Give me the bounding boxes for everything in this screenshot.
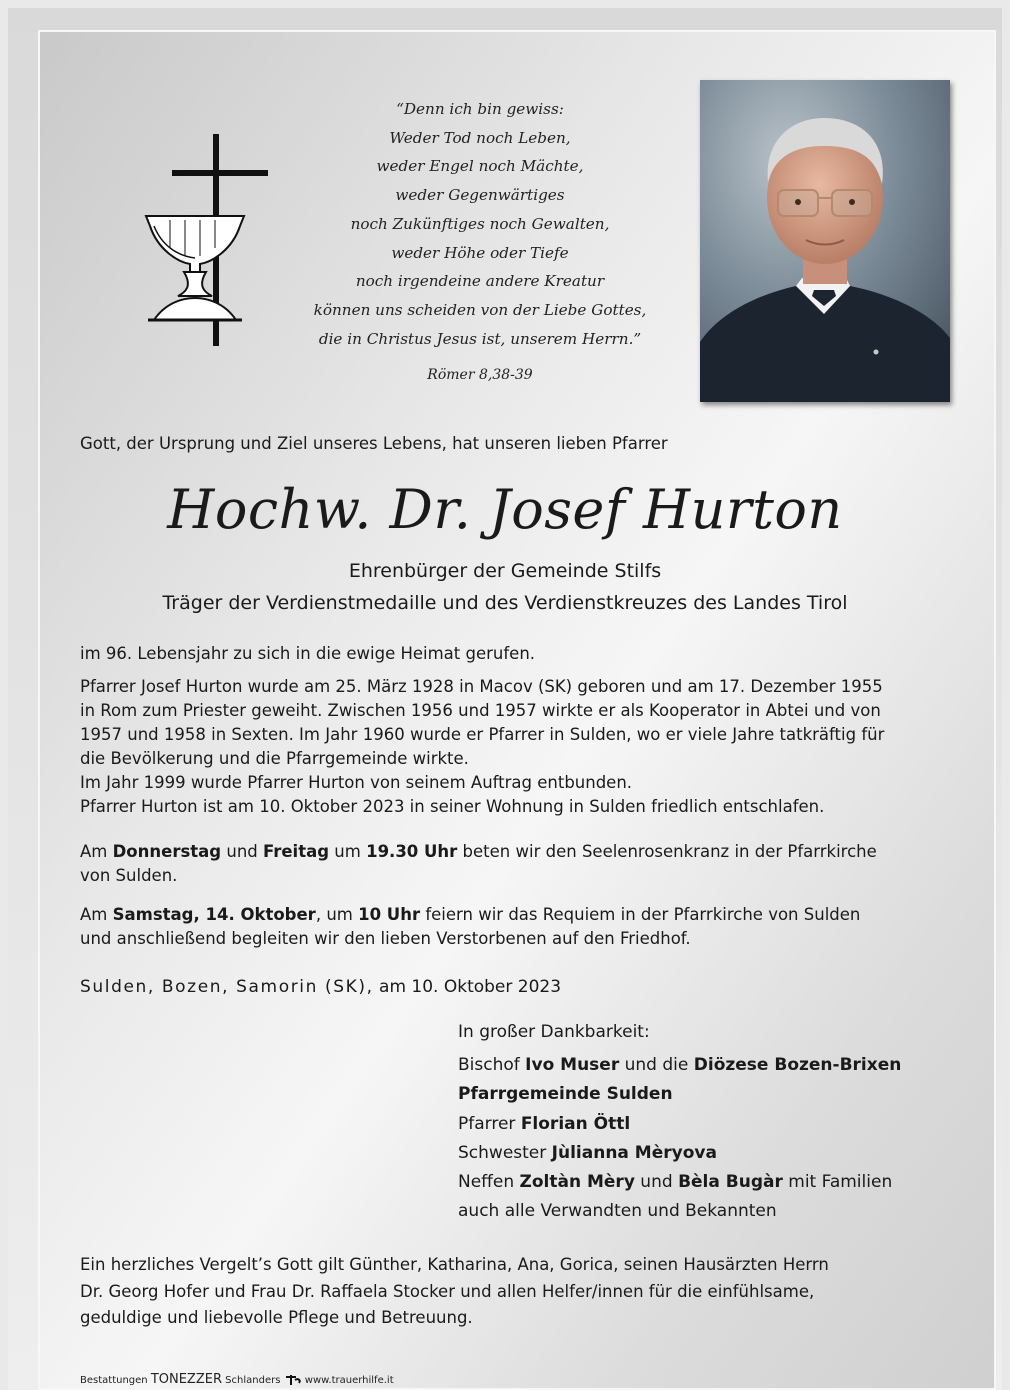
honor-line: Träger der Verdienstmedaille und des Verdienstkreuzes des Landes Tirol [162, 592, 848, 614]
text: Neffen [458, 1172, 520, 1193]
day-label: Donnerstag [112, 842, 222, 861]
biography-line: Pfarrer Hurton ist am 10. Oktober 2023 in seiner Wohnung in Sulden friedlich entschlafen. [80, 797, 825, 816]
text: und [634, 1172, 679, 1193]
mourner-line [458, 1110, 901, 1139]
quote-line: können uns scheiden von der Liebe Gottes, [313, 300, 647, 319]
place-date [80, 975, 561, 999]
mourner-line [458, 1168, 901, 1197]
closing-line: Dr. Georg Hofer und Frau Dr. Raffaela Stocker und allen Helfer/innen für die einfühlsame, [80, 1281, 815, 1301]
text: Schwester [458, 1142, 552, 1163]
text: Am [80, 905, 113, 924]
mourner-name: Ivo Muser [525, 1055, 620, 1076]
rosary-line: von Sulden. [80, 866, 178, 885]
quote-line: noch Zukünftiges noch Gewalten, [350, 214, 610, 233]
text: Am [80, 842, 113, 861]
text: beten wir den Seelenrosenkranz in der Pfarrkirche [457, 842, 877, 861]
mourners-list [458, 1018, 901, 1226]
quote-reference: Römer 8,38-39 [427, 367, 533, 384]
mourner-line: auch alle Verwandten und Bekannten [458, 1201, 777, 1222]
honor-line: Ehrenbürger der Gemeinde Stilfs [348, 560, 662, 582]
quote-line: weder Gegenwärtiges [395, 186, 565, 205]
mourner-name: Florian Öttl [520, 1113, 631, 1134]
mourner-line [458, 1139, 901, 1168]
mourner-name: Jùlianna Mèryova [551, 1142, 717, 1163]
requiem-line [80, 903, 960, 927]
biography-line: Pfarrer Josef Hurton wurde am 25. März 1928 in Macov (SK) geboren und am 17. Dezember 1955 [80, 677, 883, 696]
place-text: Sulden, Bozen, Samorin (SK), [80, 977, 374, 997]
mourner-name: Zoltàn Mèry [519, 1172, 635, 1193]
requiem-notice [80, 903, 960, 951]
date-text: am 10. Oktober 2023 [373, 977, 562, 997]
date-label: Samstag, 14. Oktober [112, 905, 316, 924]
text: Bischof [458, 1055, 526, 1076]
mourner-name: Diözese Bozen-Brixen [693, 1055, 902, 1076]
footer-website[interactable]: www.trauerhilfe.it [304, 1375, 394, 1386]
footer-brand: TONEZZER [150, 1372, 222, 1387]
biography [80, 675, 960, 819]
intro-text: Gott, der Ursprung und Ziel unseres Lebens, hat unseren lieben Pfarrer [80, 434, 668, 453]
biography-line: in Rom zum Priester geweiht. Zwischen 1956 und 1957 wirkte er als Kooperator in Abtei und von [80, 701, 881, 720]
called-home-text: im 96. Lebensjahr zu sich in die ewige Heimat gerufen. [80, 644, 536, 663]
cross-chalice-icon [140, 130, 280, 355]
text: , um [315, 905, 359, 924]
rosary-notice [80, 840, 960, 888]
biography-line: die Bevölkerung und die Pfarrgemeinde wirkte. [80, 749, 469, 768]
mourner-name: Bèla Bugàr [678, 1172, 783, 1193]
biography-line: 1957 und 1958 in Sexten. Im Jahr 1960 wurde er Pfarrer in Sulden, wo er viele Jahre tatkräftig für [80, 725, 885, 744]
deceased-name: Hochw. Dr. Josef Hurton [167, 478, 843, 541]
tonezzer-logo-icon [284, 1374, 302, 1386]
requiem-line: und anschließend begleiten wir den lieben Verstorbenen auf den Friedhof. [80, 929, 691, 948]
text: Pfarrer [458, 1113, 521, 1134]
closing-line: Ein herzliches Vergelt’s Gott gilt Günther, Katharina, Ana, Gorica, seinen Hausärzten Herrn [80, 1255, 829, 1274]
quote-line: die in Christus Jesus ist, unserem Herrn.” [318, 329, 642, 348]
bible-quote [300, 95, 660, 390]
quote-line: Weder Tod noch Leben, [389, 128, 571, 147]
text: feiern wir das Requiem in der Pfarrkirche von Sulden [420, 905, 861, 924]
text: mit Familien [782, 1172, 893, 1193]
mourner-name: Pfarrgemeinde Sulden [458, 1084, 673, 1105]
day-label: Freitag [263, 842, 330, 861]
rosary-line [80, 840, 960, 864]
time-label: 19.30 Uhr [366, 842, 458, 861]
text: und die [619, 1055, 694, 1076]
quote-line: noch irgendeine andere Kreatur [355, 272, 605, 291]
time-label: 10 Uhr [358, 905, 421, 924]
quote-line: weder Höhe oder Tiefe [391, 243, 569, 262]
closing-thanks [80, 1252, 960, 1332]
biography-line: Im Jahr 1999 wurde Pfarrer Hurton von seinem Auftrag entbunden. [80, 773, 633, 792]
mourner-line [458, 1080, 901, 1109]
text: und [221, 842, 264, 861]
text: um [329, 842, 367, 861]
footer-prefix: Bestattungen [80, 1375, 151, 1386]
mourner-line [458, 1051, 901, 1080]
portrait-photo [700, 80, 950, 402]
thanks-heading: In großer Dankbarkeit: [458, 1022, 650, 1042]
closing-line: geduldige und liebevolle Pflege und Betreuung. [80, 1308, 473, 1327]
footer [80, 1372, 394, 1387]
footer-town: Schlanders [221, 1375, 284, 1386]
quote-line: “Denn ich bin gewiss: [396, 100, 564, 118]
quote-line: weder Engel noch Mächte, [376, 157, 584, 176]
